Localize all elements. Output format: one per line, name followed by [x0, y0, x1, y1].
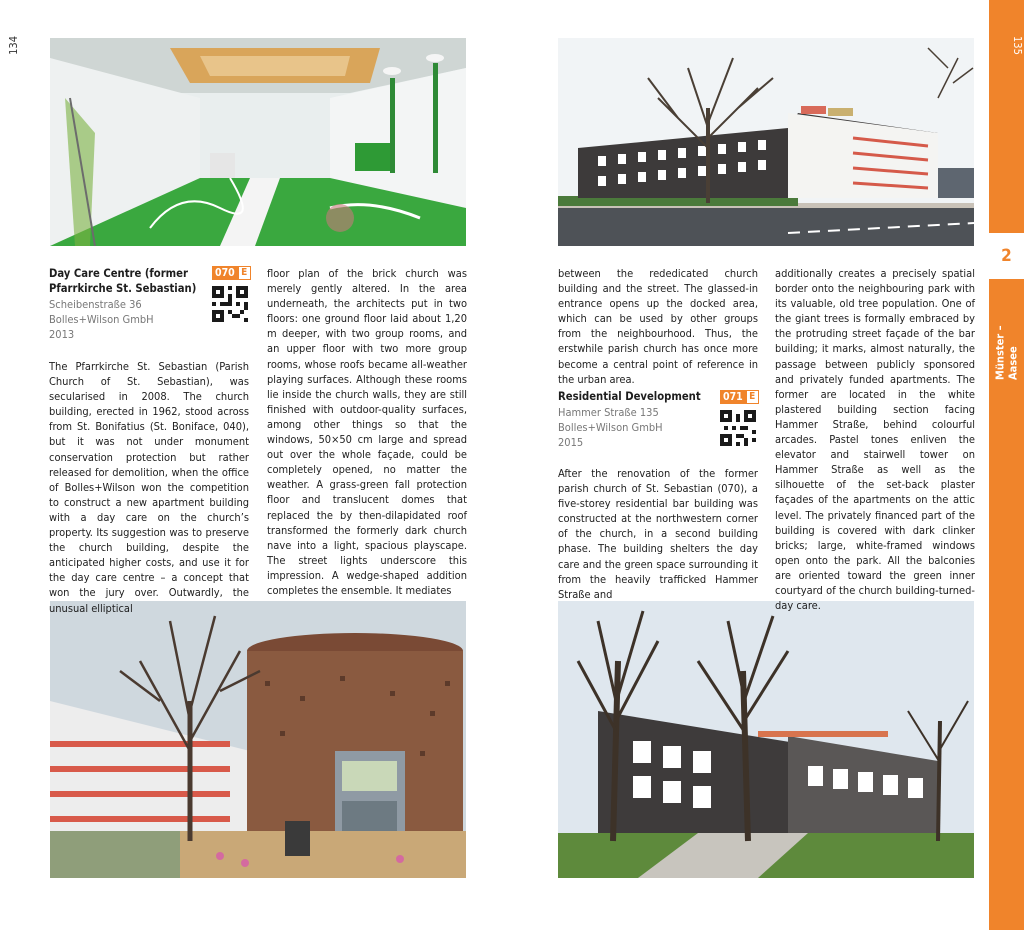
entry-071-title: Residential Development [558, 390, 701, 403]
text-column-3b [558, 466, 758, 602]
paragraph: between the rededicated church building and the street. The glassed-in entrance opens up the docked area, which can be used by other groups from the neighbourhood. Thus, the erstwhile parish church has once more become a central point of reference in the urban area. [558, 267, 758, 386]
entry-070-meta [49, 297, 154, 342]
entry-071-architect: Bolles+Wilson GmbH [558, 421, 663, 435]
photo-daycare-interior [50, 38, 466, 246]
entry-070-architect: Bolles+Wilson GmbH [49, 313, 154, 327]
photo-residential-street [558, 38, 974, 246]
paragraph: additionally creates a precisely spatial border onto the neighbouring park with its valuable, old tree population. One of the giant trees is formally embraced by the protruding street façade of the bar building; it marks, almost naturally, the passage between publicly sponsored and privately funded apartments. The former are located in the white plastered building section facing Hammer Straße, behind colourful arcades. Pastel tones enliven the elevator and stairwell tower on Hammer Straße as well as the silhouette of the set-back plaster façades of the apartments on the attic level. The privately financed part of the building is covered with dark clinker bricks; large, white-framed windows open onto the park. All the balconies are oriented toward the green inner courtyard of the church building-turned-day care. [775, 267, 975, 613]
section-title: Münster – Aasee [993, 325, 1020, 380]
text-column-2 [267, 266, 467, 598]
paragraph: floor plan of the brick church was merely gently altered. In the area underneath, the architects put in two floors: one ground floor laid about 1,20 m deeper, with two group rooms, and an upper floor with two more group rooms, whose roofs became all-weather playing surfaces. Although these rooms lie inside the church walls, they are still finished with outdoor-quality surfaces, among other things so that the windows, 50×50 cm large and spread out over the whole façade, could be completely opened, no matter the weather. A grass-green fall protection floor and translucent domes that replaced the by then-dilapidated roof transformed the formerly dark church nave into a light, spacious playscape. The street lights underscore this impression. A wedge-shaped addition completes the ensemble. It mediates [267, 267, 467, 597]
chapter-number: 2 [989, 233, 1024, 279]
qr-code-icon [720, 410, 756, 446]
paragraph: After the renovation of the former parish church of St. Sebastian (070), a five-storey residential bar building was constructed at the northwestern corner of the church, in a second building phase. The building shelters the day care and the green space surrounding it from the heavily trafficked Hammer Straße and [558, 467, 758, 601]
entry-071-badge [720, 390, 759, 404]
entry-071-meta [558, 405, 663, 450]
text-column-1 [49, 359, 249, 616]
qr-code-icon [212, 286, 248, 322]
entry-071-address: Hammer Straße 135 [558, 406, 659, 419]
page-number-right: 135 [1011, 36, 1024, 55]
paragraph: The Pfarrkirche St. Sebastian (Parish Church of St. Sebastian), was secularised in 2008. The church building, erected in 1962, stood across from St. Bonifatius (St. Boniface, 040), but it was not under monument conservation protection but rather released for demolition, when the office of Bolles+Wilson won the competition to construct a new apartment building with a day care on the church’s property. Its suggestion was to preserve the church building, despite the anticipated higher costs, and use it for the day care centre – a concept that won the jury over. Outwardly, the unusual elliptical [49, 360, 249, 615]
entry-number: 071 [720, 390, 746, 404]
entry-070-title-line1: Day Care Centre (former [49, 267, 188, 280]
entry-070-year: 2013 [49, 328, 75, 342]
entry-071-year: 2015 [558, 436, 584, 450]
chapter-tab [989, 0, 1024, 930]
entry-070-badge [212, 266, 251, 280]
entry-number: 070 [212, 266, 238, 280]
entry-070-address: Scheibenstraße 36 [49, 298, 142, 311]
entry-070-title-line2: Pfarrkirche St. Sebastian) [49, 282, 197, 296]
text-column-3a [558, 266, 758, 387]
photo-residential-park [558, 601, 974, 878]
text-column-4 [775, 266, 975, 613]
entry-070-title [49, 266, 199, 296]
language-code: E [238, 266, 251, 280]
language-code: E [746, 390, 759, 404]
page-number-left: 134 [7, 36, 20, 55]
photo-daycare-exterior [50, 601, 466, 878]
